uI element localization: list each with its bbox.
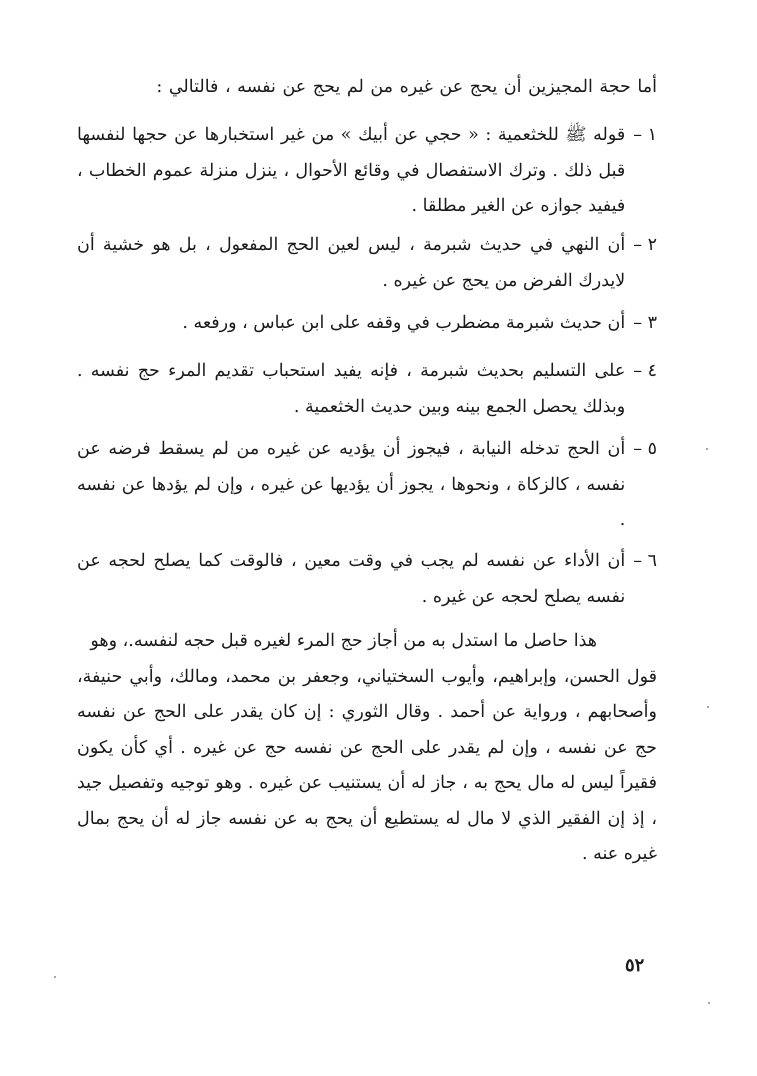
list-item-number: ٤ – — [633, 361, 657, 381]
scan-speck — [706, 448, 708, 450]
list-item-text: قوله ﷺ للخثعمية : « حجي عن أبيك » من غير استخبارها عن حجها لنفسها قبل ذلك . وترك الاستفصال في وقائع الأحوال ، ينزل منزلة عموم الخطاب ، فيفيد جوازه عن الغير مطلقا . — [77, 125, 626, 216]
scan-speck — [54, 976, 56, 978]
list-item-number: ٣ – — [633, 313, 657, 333]
scan-speck — [707, 706, 709, 708]
list-item-text: أن حديث شبرمة مضطرب في وقفه على ابن عباس ، ورفعه . — [182, 313, 626, 333]
list-item-text: أن النهي في حديث شبرمة ، ليس لعين الحج المفعول ، بل هو خشية أن لايدرك الفرض من يحج عن غيره . — [77, 235, 626, 291]
list-item — [77, 306, 657, 342]
page-number: ٥٢ — [625, 955, 645, 976]
list-item-number: ٥ – — [633, 439, 657, 459]
scan-speck — [708, 1002, 710, 1004]
list-item-text: أن الأداء عن نفسه لم يجب في وقت معين ، فالوقت كما يصلح لحجه عن نفسه يصلح لحجه عن غيره . — [77, 551, 626, 607]
list-item-text: أن الحج تدخله النيابة ، فيجوز أن يؤديه عن غيره من لم يسقط فرضه عن نفسه ، كالزكاة ، ونحوها ، يجوز أن يؤديها عن غيره ، وإن لم يؤدها عن نفسه . — [77, 439, 626, 530]
conclusion-body: قول الحسن، وإبراهيم، وأيوب السختياني، وجعفر بن محمد، ومالك، وأبي حنيفة، وأصحابهم ، ورواية عن أحمد . وقال الثوري : إن كان يقدر على الحج عن نفسه حج عن نفسه ، وإن لم يقدر على الحج عن نفسه حج عن غيره . أي كأن يكون فقيراً ليس له مال يحج به ، جاز له أن يستنيب عن غيره . وهو توجيه وتفصيل جيد ، إذ إن الفقير الذي لا مال له يستطيع أن يحج به عن نفسه جاز له أن يحج بمال غيره عنه . — [77, 666, 657, 864]
list-item — [77, 432, 657, 539]
conclusion-paragraph — [77, 624, 657, 873]
conclusion-first-line: هذا حاصل ما استدل به من أجاز حج المرء لغيره قبل حجه لنفسه.، وهو — [90, 631, 597, 651]
list-item — [77, 118, 657, 225]
list-item-text: على التسليم بحديث شبرمة ، فإنه يفيد استحباب تقديم المرء حج نفسه . وبذلك يحصل الجمع بينه وبين حديث الخثعمية . — [77, 361, 626, 417]
list-item — [77, 354, 657, 425]
list-item — [77, 544, 657, 615]
list-item — [77, 228, 657, 299]
list-item-number: ٢ – — [633, 235, 657, 255]
list-item-number: ١ – — [633, 125, 657, 145]
intro-paragraph: أما حجة المجيزين أن يحج عن غيره من لم يحج عن نفسه ، فالتالي : — [156, 77, 657, 97]
list-item-number: ٦ – — [633, 551, 657, 571]
